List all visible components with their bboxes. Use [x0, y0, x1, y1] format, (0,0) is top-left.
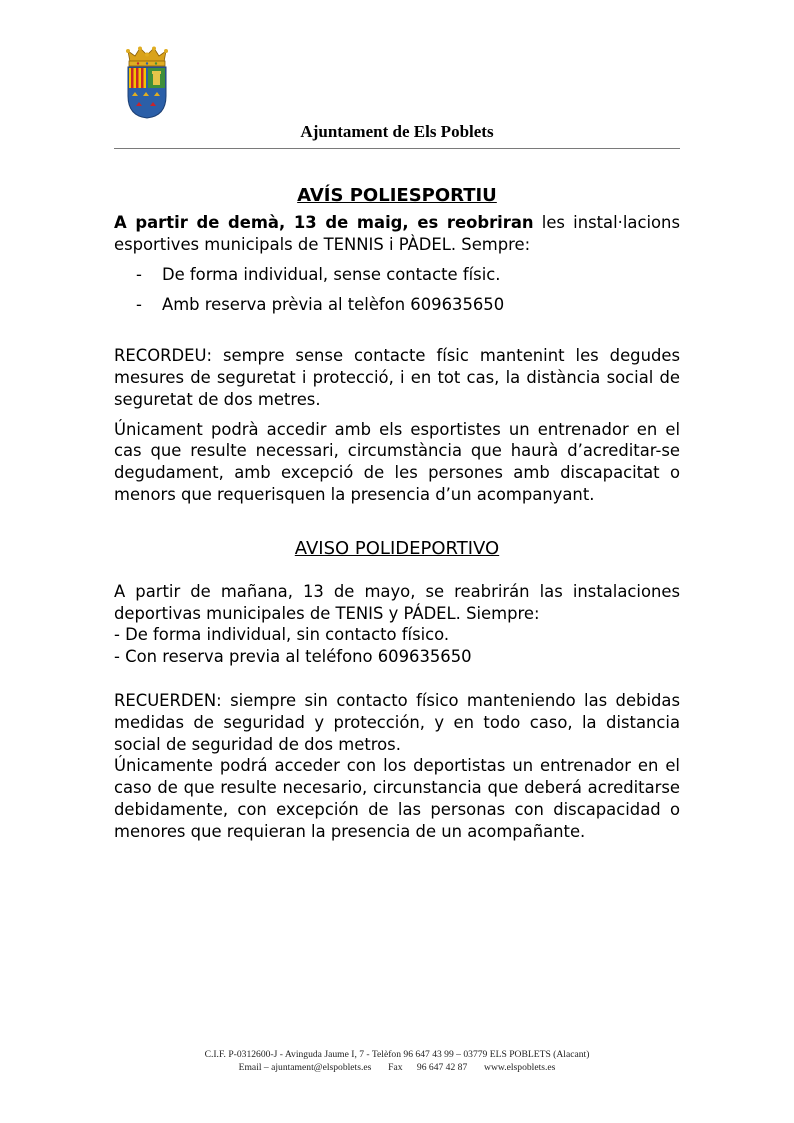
- intro-bold-text: A partir de demà, 13 de maig, es reobriran: [114, 213, 534, 232]
- intro-paragraph-valencian: [114, 212, 680, 256]
- list-item: - De forma individual, sense contacte físic.: [136, 264, 501, 284]
- list-item: - De forma individual, sin contacto físico.: [114, 625, 450, 645]
- conditions-list-valencian: [114, 264, 680, 317]
- list-item: - Con reserva previa al teléfono 609635650: [114, 647, 472, 667]
- footer-contact: [114, 1049, 680, 1074]
- footer-address-line: C.I.F. P-0312600-J - Avinguda Jaume I, 7 - Telèfon 96 647 43 99 – 03779 ELS POBLETS (Alacant): [204, 1049, 590, 1060]
- crown: [126, 47, 168, 67]
- intro-rest-text: les instal·lacions esportives municipals de TENNIS i PÀDEL. Sempre:: [114, 213, 680, 254]
- notice-title-spanish: AVISO POLIDEPORTIVO: [294, 537, 500, 559]
- footer-contact-line: Email – ajuntament@elspoblets.es Fax 96 647 42 87 www.elspoblets.es: [238, 1061, 556, 1073]
- reminder-paragraph-valencian: RECORDEU: sempre sense contacte físic mantenint les degudes mesures de seguretat i protecció, i en tot cas, la distància social de seguretat de dos metres.: [114, 346, 680, 409]
- trainer-paragraph-valencian: Únicament podrà accedir amb els esportistes un entrenador en el cas que resulte necessari, circumstància que haurà d’acreditar-se degudament, amb excepció de les persones amb discapacitat o menors que requerisquen la presencia d’un acompanyant.: [114, 419, 680, 504]
- trainer-paragraph-spanish: Únicamente podrá acceder con los deportistas un entrenador en el caso de que resulte necesario, circunstancia que deberá acreditarse debidamente, con excepción de las personas con discapacidad o menores que requieran la presencia de un acompañante.: [114, 756, 680, 841]
- list-item: - Amb reserva prèvia al telèfon 609635650: [136, 295, 505, 315]
- list-item-text: Amb reserva prèvia al telèfon 609635650: [162, 295, 505, 315]
- organization-name: Ajuntament de Els Poblets: [300, 122, 494, 141]
- intro-paragraph-spanish: A partir de mañana, 13 de mayo, se reabrirán las instalaciones deportivas municipales de TENIS y PÁDEL. Siempre:: [114, 581, 680, 623]
- notice-body: [114, 184, 680, 843]
- list-item-text: De forma individual, sense contacte físic.: [162, 264, 501, 284]
- shield: [128, 67, 166, 118]
- notice-title-valencian: AVÍS POLIESPORTIU: [297, 185, 497, 206]
- coat-of-arms-icon: [124, 46, 170, 120]
- reminder-paragraph-spanish: RECUERDEN: siempre sin contacto físico manteniendo las debidas medidas de seguridad y protección, y en todo caso, la distancia social de seguridad de dos metros.: [114, 690, 680, 754]
- header-divider: [114, 148, 680, 149]
